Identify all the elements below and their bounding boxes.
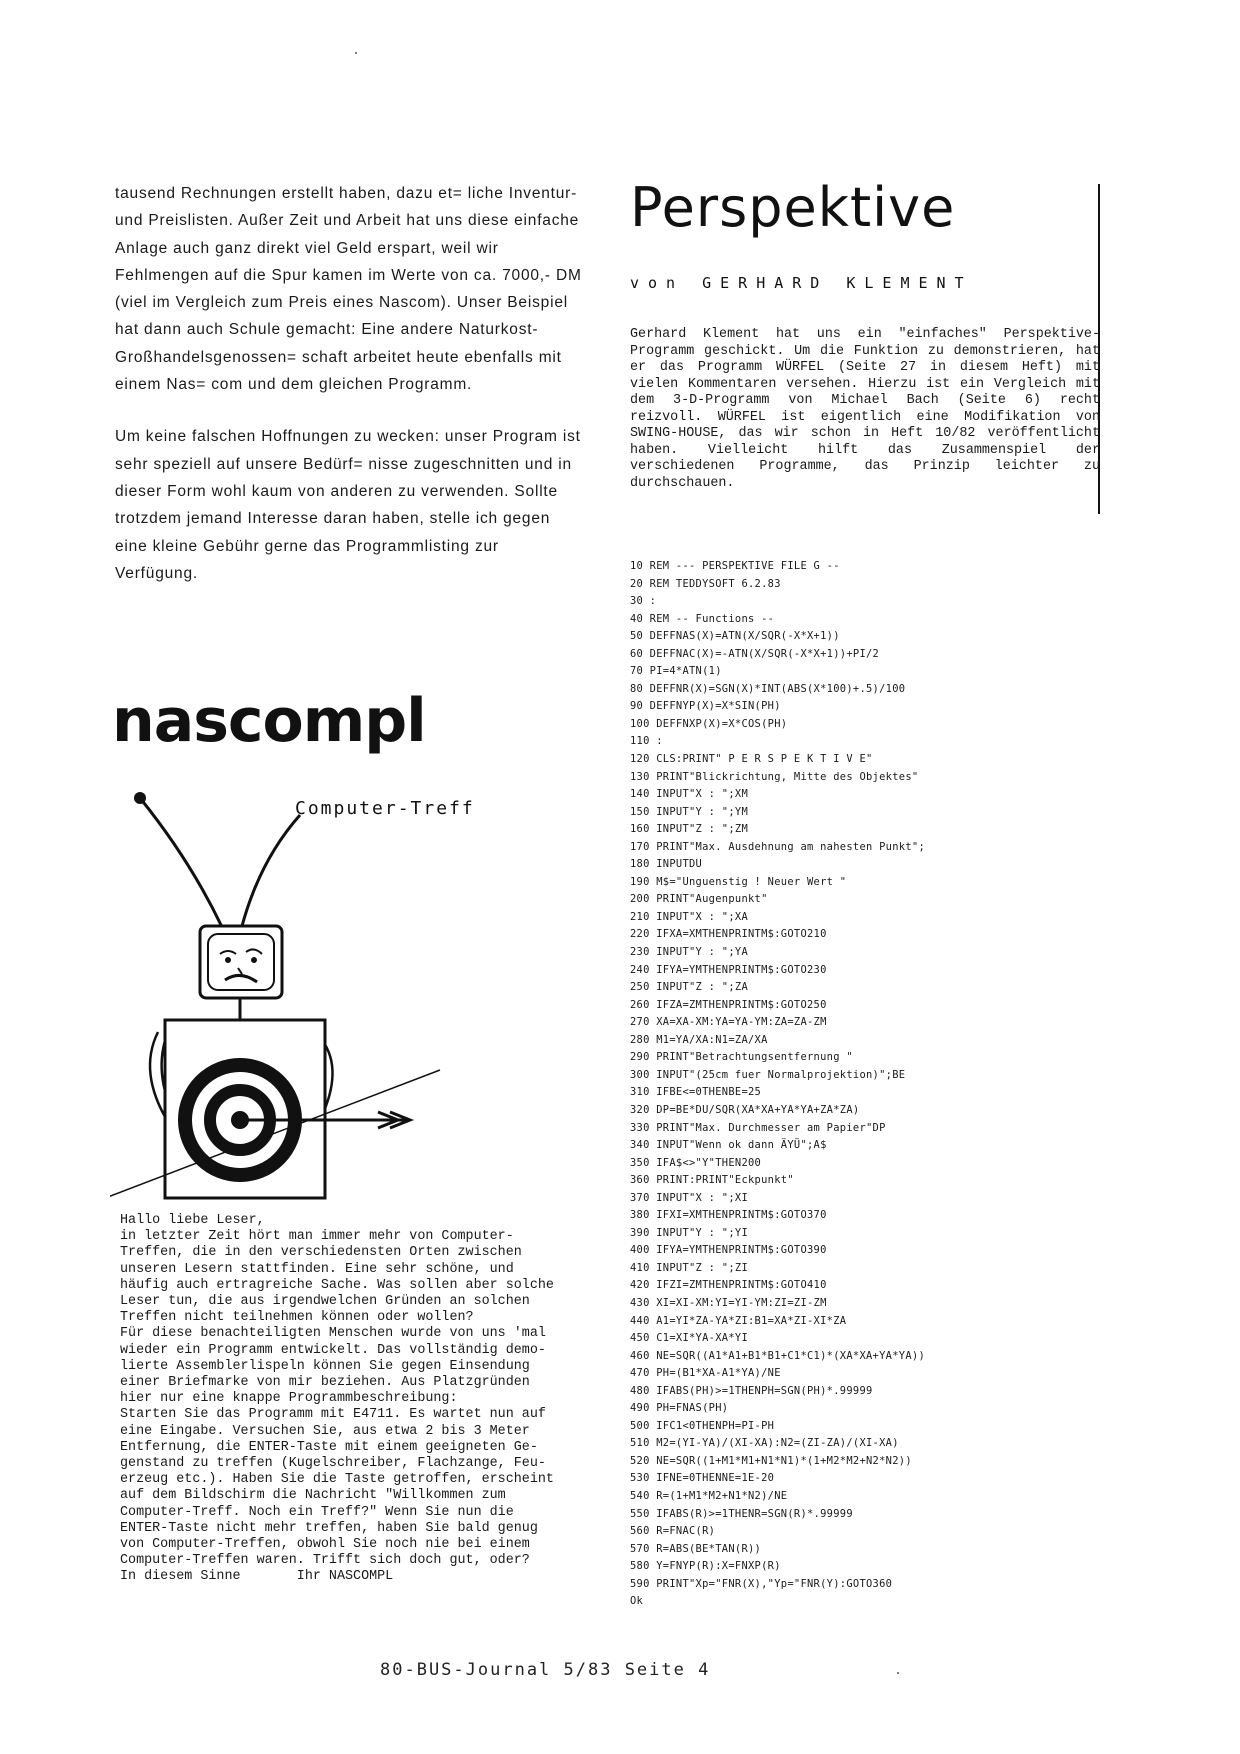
letter-line: lierte Assemblerlispeln können Sie gegen Einsendung	[120, 1358, 530, 1374]
listing-line: 260 IFZA=ZMTHENPRINTM$:GOTO250	[630, 998, 827, 1011]
antenna-left-ball	[134, 792, 146, 804]
listing-line: 340 INPUT"Wenn ok dann ÄYÜ";A$	[630, 1139, 827, 1152]
letter-line: eine Eingabe. Versuchen Sie, aus etwa 2 bis 3 Meter	[120, 1423, 530, 1439]
listing-line: 430 XI=XI-XM:YI=YI-YM:ZI=ZI-ZM	[630, 1296, 827, 1309]
listing-line: 10 REM --- PERSPEKTIVE FILE G --	[630, 560, 840, 572]
letter-line: Computer-Treffen waren. Trifft sich doch gut, oder?	[120, 1553, 530, 1569]
basic-listing	[630, 558, 925, 1611]
letter-line: Entfernung, die ENTER-Taste mit einem geeigneten Ge-	[120, 1439, 538, 1455]
listing-line: 290 PRINT"Betrachtungsentfernung "	[630, 1051, 853, 1064]
letter-line: Leser tun, die aus irgendwelchen Gründen an solchen	[120, 1294, 530, 1310]
letter-line: Treffen nicht teilnehmen können oder wollen?	[120, 1310, 474, 1326]
listing-line: 80 DEFFNR(X)=SGN(X)*INT(ABS(X*100)+.5)/100	[630, 682, 906, 695]
listing-line: 390 INPUT"Y : ";YI	[630, 1226, 749, 1239]
letter-line: Hallo liebe Leser,	[120, 1213, 265, 1228]
article-intro: Gerhard Klement hat uns ein "einfaches" Perspektive-Programm geschickt. Um die Funktion zu demonstrieren, hat er das Programm WÜRFEL (Seite 27 in diesem Heft) mit vielen Kommentaren versehen. Hierzu ist ein Vergleich mit dem 3-D-Programm von Michael Bach (Seite 6) recht reizvoll. WÜRFEL ist eigentlich eine Modifikation von SWING-HOUSE, das wir schon in Heft 10/82 veröffentlicht haben. Vielleicht hilft das Zusammenspiel der verschiedenen Programme, das Prinzip leichter zu durchschauen.	[630, 327, 1100, 491]
listing-line: 460 NE=SQR((A1*A1+B1*B1+C1*C1)*(XA*XA+YA*YA))	[630, 1349, 926, 1362]
letter-line: einer Briefmarke von mir beziehen. Aus Platzgründen	[120, 1375, 530, 1391]
listing-line: 320 DP=BE*DU/SQR(XA*XA+YA*YA+ZA*ZA)	[630, 1103, 860, 1116]
letter-line: Treffen, die in den verschiedensten Orten zwischen	[120, 1245, 522, 1261]
article-title: Perspektive	[630, 176, 956, 239]
print-speck	[897, 1672, 899, 1674]
listing-line: 140 INPUT"X : ";XM	[630, 788, 749, 801]
letter-line: Starten Sie das Programm mit E4711. Es wartet nun auf	[120, 1407, 546, 1423]
letter-line: Für diese benachteiligten Menschen wurde von uns 'mal	[120, 1326, 546, 1342]
listing-line: 20 REM TEDDYSOFT 6.2.83	[630, 577, 781, 590]
listing-line: 310 IFBE<=0THENBE=25	[630, 1086, 762, 1099]
listing-line: 110 :	[630, 735, 663, 748]
antenna-right	[242, 815, 300, 926]
letter-line: erzeug etc.). Haben Sie die Taste getroffen, erscheint	[120, 1472, 554, 1488]
listing-line: 580 Y=FNYP(R):X=FNXP(R)	[630, 1560, 781, 1573]
letter-line: ENTER-Taste nicht mehr treffen, haben Sie bald genug	[120, 1520, 538, 1536]
listing-line: 370 INPUT"X : ";XI	[630, 1191, 749, 1204]
listing-line: 330 PRINT"Max. Durchmesser am Papier"DP	[630, 1121, 886, 1134]
listing-line: 30 :	[630, 595, 657, 608]
listing-line: 590 PRINT"Xp="FNR(X),"Yp="FNR(Y):GOTO360	[630, 1577, 893, 1590]
listing-line: 50 DEFFNAS(X)=ATN(X/SQR(-X*X+1))	[630, 630, 840, 643]
page-footer: 80-BUS-Journal 5/83 Seite 4	[380, 1660, 711, 1680]
article-author: von GERHARD KLEMENT	[630, 274, 973, 292]
listing-line: 240 IFYA=YMTHENPRINTM$:GOTO230	[630, 963, 827, 976]
computer-treff-subtitle: Computer-Treff	[295, 798, 475, 819]
listing-line: 530 IFNE=0THENNE=1E-20	[630, 1472, 775, 1485]
listing-line: 70 PI=4*ATN(1)	[630, 665, 722, 678]
listing-line: 500 IFC1<0THENPH=PI-PH	[630, 1419, 775, 1432]
listing-line: Ok	[630, 1595, 644, 1608]
listing-line: 170 PRINT"Max. Ausdehnung am nahesten Punkt";	[630, 840, 926, 853]
listing-line: 470 PH=(B1*XA-A1*YA)/NE	[630, 1367, 781, 1380]
letter-line: In diesem Sinne Ihr NASCOMPL	[120, 1569, 394, 1585]
listing-line: 480 IFABS(PH)>=1THENPH=SGN(PH)*.99999	[630, 1384, 873, 1397]
listing-line: 560 R=FNAC(R)	[630, 1525, 716, 1538]
letter-line: hier nur eine knappe Programmbeschreibung:	[120, 1391, 458, 1407]
listing-line: 280 M1=YA/XA:N1=ZA/XA	[630, 1033, 768, 1046]
letter-line: in letzter Zeit hört man immer mehr von Computer-	[120, 1229, 514, 1245]
listing-line: 350 IFA$<>"Y"THEN200	[630, 1156, 762, 1169]
nascompl-logo: nascompl	[112, 686, 426, 756]
listing-line: 510 M2=(YI-YA)/(XI-XA):N2=(ZI-ZA)/(XI-XA)	[630, 1437, 899, 1450]
letter-line: Computer-Treff. Noch ein Treff?" Wenn Sie nun die	[120, 1504, 514, 1520]
print-speck	[355, 52, 357, 54]
listing-line: 300 INPUT"(25cm fuer Normalprojektion)";BE	[630, 1068, 906, 1081]
listing-line: 520 NE=SQR((1+M1*M1+N1*N1)*(1+M2*M2+N2*N2))	[630, 1454, 912, 1467]
listing-line: 490 PH=FNAS(PH)	[630, 1402, 729, 1415]
letter-line: wieder ein Programm entwickelt. Das vollständig demo-	[120, 1342, 546, 1358]
listing-line: 220 IFXA=XMTHENPRINTM$:GOTO210	[630, 928, 827, 941]
paragraph: Um keine falschen Hoffnungen zu wecken: unser Program ist sehr speziell auf unsere Bedürf= nisse zugeschnitten und in dieser Form wohl kaum von anderen zu verwenden. Sollte trotzdem jemand Interesse daran haben, stelle ich gegen eine kleine Gebühr gerne das Programmlisting zur Verfügung.	[115, 428, 581, 582]
listing-line: 360 PRINT:PRINT"Eckpunkt"	[630, 1174, 794, 1187]
listing-line: 150 INPUT"Y : ";YM	[630, 805, 749, 818]
letter-line: häufig auch ertragreiche Sache. Was sollen aber solche	[120, 1277, 554, 1293]
listing-line: 60 DEFFNAC(X)=-ATN(X/SQR(-X*X+1))+PI/2	[630, 647, 880, 660]
listing-line: 270 XA=XA-XM:YA=YA-YM:ZA=ZA-ZM	[630, 1016, 827, 1029]
listing-line: 200 PRINT"Augenpunkt"	[630, 893, 768, 906]
left-article-text	[115, 180, 585, 587]
listing-line: 130 PRINT"Blickrichtung, Mitte des Objektes"	[630, 770, 919, 783]
listing-line: 190 M$="Unguenstig ! Neuer Wert "	[630, 875, 847, 888]
paragraph: tausend Rechnungen erstellt haben, dazu et= liche Inventur- und Preislisten. Außer Zeit und Arbeit hat uns diese einfache Anlage auch ganz direkt viel Geld erspart, weil wir Fehlmengen auf die Spur kamen im Werte von ca. 7000,- DM (viel im Vergleich zum Preis eines Nascom). Unser Beispiel hat dann auch Schule gemacht: Eine andere Naturkost-Großhandelsgenossen= schaft arbeitet heute ebenfalls mit einem Nas= com und dem gleichen Programm.	[115, 185, 582, 394]
listing-line: 160 INPUT"Z : ";ZM	[630, 823, 749, 836]
listing-line: 410 INPUT"Z : ";ZI	[630, 1261, 749, 1274]
antenna-left	[140, 798, 222, 927]
listing-line: 550 IFABS(R)>=1THENR=SGN(R)*.99999	[630, 1507, 853, 1520]
listing-line: 380 IFXI=XMTHENPRINTM$:GOTO370	[630, 1209, 827, 1222]
listing-line: 230 INPUT"Y : ";YA	[630, 946, 749, 959]
spacer-mark	[110, 1195, 120, 1205]
letter-line: von Computer-Treffen, obwohl Sie noch nie bei einem	[120, 1537, 530, 1553]
listing-line: 90 DEFFNYP(X)=X*SIN(PH)	[630, 700, 781, 713]
listing-line: 400 IFYA=YMTHENPRINTM$:GOTO390	[630, 1244, 827, 1257]
listing-line: 570 R=ABS(BE*TAN(R))	[630, 1542, 762, 1555]
nascompl-letter	[120, 1213, 600, 1586]
listing-line: 40 REM -- Functions --	[630, 612, 775, 625]
letter-line: auf dem Bildschirm die Nachricht "Willkommen zum	[120, 1488, 506, 1504]
listing-line: 120 CLS:PRINT" P E R S P E K T I V E"	[630, 753, 873, 766]
listing-line: 450 C1=XI*YA-XA*YI	[630, 1332, 749, 1345]
listing-line: 440 A1=YI*ZA-YA*ZI:B1=XA*ZI-XI*ZA	[630, 1314, 847, 1327]
listing-line: 100 DEFFNXP(X)=X*COS(PH)	[630, 717, 788, 730]
listing-line: 420 IFZI=ZMTHENPRINTM$:GOTO410	[630, 1279, 827, 1292]
letter-line: genstand zu treffen (Kugelschreiber, Flachzange, Feu-	[120, 1456, 546, 1472]
listing-line: 210 INPUT"X : ";XA	[630, 910, 749, 923]
letter-line: unseren Lesern stattfinden. Eine sehr schöne, und	[120, 1261, 514, 1277]
listing-line: 250 INPUT"Z : ";ZA	[630, 981, 749, 994]
listing-line: 540 R=(1+M1*M2+N1*N2)/NE	[630, 1489, 788, 1502]
listing-line: 180 INPUTDU	[630, 858, 703, 871]
